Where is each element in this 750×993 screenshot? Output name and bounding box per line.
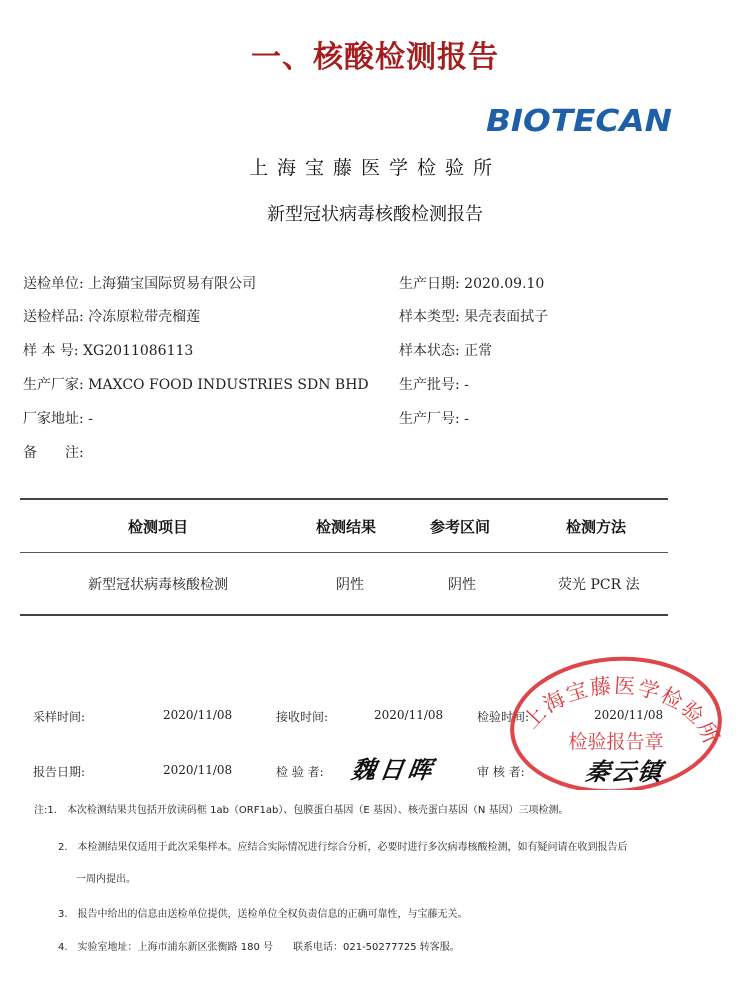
test-time-label: 检验时间: <box>477 710 530 724</box>
note-3: 3. 报告中给出的信息由送检单位提供，送检单位全权负责信息的正确可靠性，与宝藤无关。 <box>58 909 468 920</box>
field-batch-number: 生产批号: - <box>399 377 469 393</box>
table-header-reference: 参考区间 <box>430 518 491 536</box>
report-title: 新型冠状病毒核酸检测报告 <box>267 204 483 225</box>
section-heading: 一、核酸检测报告 <box>251 40 499 75</box>
inspector-label: 检 验 者: <box>276 765 324 779</box>
stamp-center-text: 检验报告章 <box>568 731 664 753</box>
test-time-value: 2020/11/08 <box>594 708 664 722</box>
field-manufacturer-address: 厂家地址: - <box>23 411 93 427</box>
field-factory-number: 生产厂号: - <box>399 411 469 427</box>
table-header-method: 检测方法 <box>566 518 627 536</box>
receive-time-label: 接收时间: <box>276 710 329 724</box>
sampling-time-value: 2020/11/08 <box>163 708 233 722</box>
biotecan-logo <box>486 100 676 140</box>
note-1: 注:1. 本次检测结果共包括开放读码框 1ab（ORF1ab）、包膜蛋白基因（E 基因）、核壳蛋白基因（N 基因）三项检测。 <box>34 805 569 816</box>
table-cell-item: 新型冠状病毒核酸检测 <box>88 577 228 593</box>
note-2: 2. 本检测结果仅适用于此次采集样本。应结合实际情况进行综合分析，必要时进行多次病毒核酸检测，如有疑问请在收到报告后 <box>58 842 628 853</box>
table-cell-method: 荧光 PCR 法 <box>558 577 640 593</box>
institute-name: 上海宝藤医学检验所 <box>248 157 501 179</box>
receive-time-value: 2020/11/08 <box>374 708 444 722</box>
report-date-value: 2020/11/08 <box>163 763 233 777</box>
field-sample-status: 样本状态: 正常 <box>399 343 493 359</box>
field-sample: 送检样品: 冷冻原粒带壳榴莲 <box>23 309 201 325</box>
table-top-rule <box>20 498 668 500</box>
table-bottom-rule <box>20 614 668 616</box>
reviewer-label: 审 核 者: <box>477 765 525 779</box>
field-submitter: 送检单位: 上海猫宝国际贸易有限公司 <box>23 276 257 292</box>
note-2-continued: 一周内提出。 <box>76 874 136 885</box>
table-header-rule <box>20 552 668 553</box>
table-cell-reference: 阴性 <box>448 577 476 593</box>
field-remarks: 备 注: <box>23 445 84 461</box>
field-production-date: 生产日期: 2020.09.10 <box>399 276 545 292</box>
field-sample-type: 样本类型: 果壳表面拭子 <box>399 309 549 325</box>
logo-text: BIOTECAN <box>486 104 672 139</box>
sampling-time-label: 采样时间: <box>33 710 86 724</box>
table-header-item: 检测项目 <box>128 518 189 536</box>
field-sample-number: 样 本 号: XG2011086113 <box>23 343 194 359</box>
table-cell-result: 阴性 <box>336 577 364 593</box>
report-date-label: 报告日期: <box>33 765 86 779</box>
lab-stamp <box>506 650 726 790</box>
note-4: 4. 实验室地址：上海市浦东新区张衡路 180 号 联系电话：021-50277725 转客服。 <box>58 942 460 953</box>
inspector-signature: 魏日晖 <box>349 755 438 784</box>
field-manufacturer: 生产厂家: MAXCO FOOD INDUSTRIES SDN BHD <box>23 377 369 393</box>
table-header-result: 检测结果 <box>316 518 377 536</box>
reviewer-signature: 秦云镇 <box>583 757 667 786</box>
stamp-ring-text: 上海宝藤医学检验所 <box>518 673 725 750</box>
